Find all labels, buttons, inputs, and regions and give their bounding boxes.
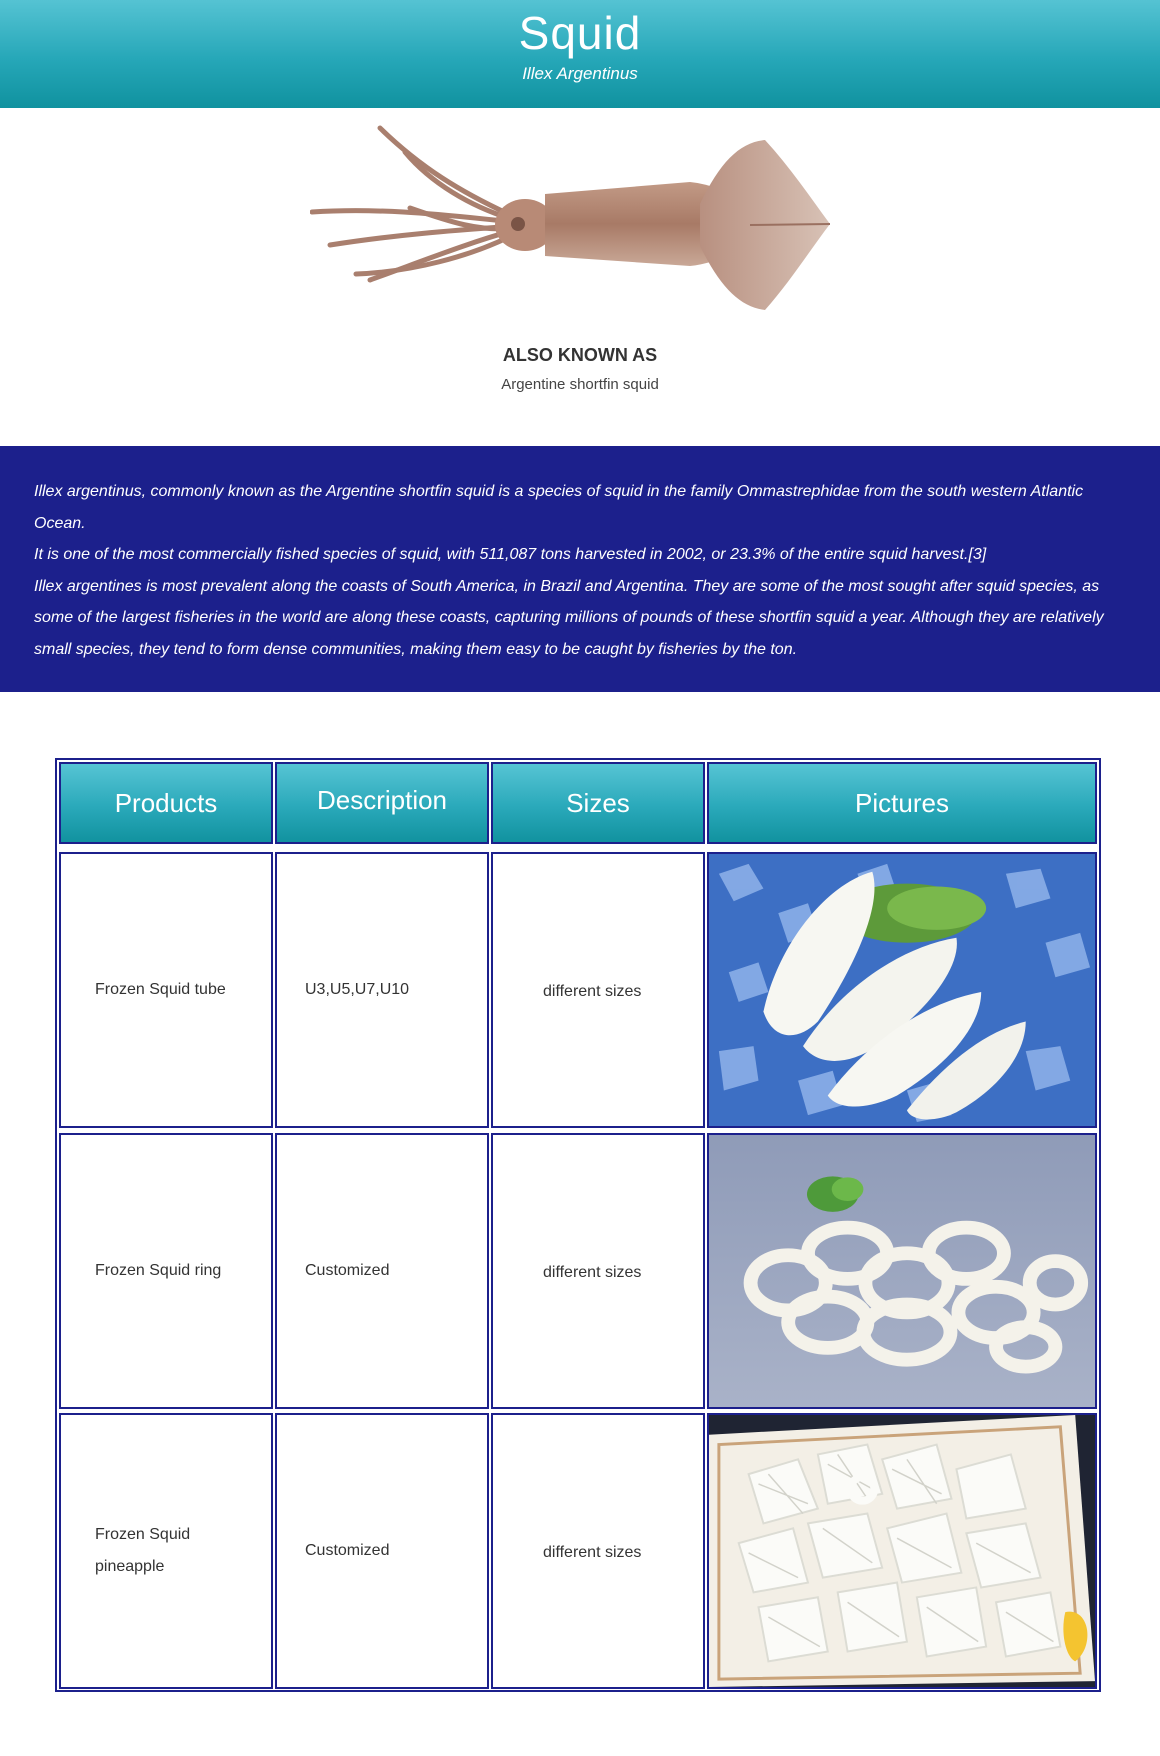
table-header-sizes: Sizes xyxy=(491,762,705,844)
description-paragraph: It is one of the most commercially fished species of squid, with 511,087 tons harvested in 2002, or 23.3% of the entire squid harvest.[3] xyxy=(34,546,987,563)
table-row-1-size: different sizes xyxy=(491,852,705,1128)
table-row-3-size: different sizes xyxy=(491,1413,705,1689)
table-row-1-description: U3,U5,U7,U10 xyxy=(275,852,489,1128)
table-header-description: Description xyxy=(275,762,489,844)
description-band xyxy=(0,446,1160,692)
squid-pineapple-image xyxy=(707,1413,1097,1689)
also-known-as-heading: ALSO KNOWN AS xyxy=(502,345,658,365)
description-paragraph: Illex argentines is most prevalent along the coasts of South America, in Brazil and Argentina. They are some of the most sought after squid species, as some of the largest fisheries in the world are along these coasts, capturing millions of pounds of these shortfin squid a year. Although they are relatively small species, they tend to form dense communities, making them easy to be caught by fisheries by the ton. xyxy=(34,577,1104,658)
page-title: Squid xyxy=(518,7,642,59)
squid-ring-image xyxy=(707,1133,1097,1409)
squid-illustration xyxy=(310,122,870,332)
table-row-3-product: Frozen Squid pineapple xyxy=(59,1413,273,1689)
page-subtitle: Illex Argentinus xyxy=(522,64,638,83)
description-paragraph: Illex argentinus, commonly known as the Argentine shortfin squid is a species of squid in the family Ommastrephidae from the south western Atlantic Ocean. xyxy=(34,483,1084,532)
table-row-2-description: Customized xyxy=(275,1133,489,1409)
also-known-as-value: Argentine shortfin squid xyxy=(501,376,659,393)
description-text xyxy=(34,476,1134,665)
table-header-products: Products xyxy=(59,762,273,844)
table-row-3-description: Customized xyxy=(275,1413,489,1689)
table-row-2-product: Frozen Squid ring xyxy=(59,1133,273,1409)
page-header xyxy=(0,0,1160,108)
squid-tube-image xyxy=(707,852,1097,1128)
products-table xyxy=(55,758,1101,1692)
table-row-2-size: different sizes xyxy=(491,1133,705,1409)
table-row-1-product: Frozen Squid tube xyxy=(59,852,273,1128)
table-header-pictures: Pictures xyxy=(707,762,1097,844)
